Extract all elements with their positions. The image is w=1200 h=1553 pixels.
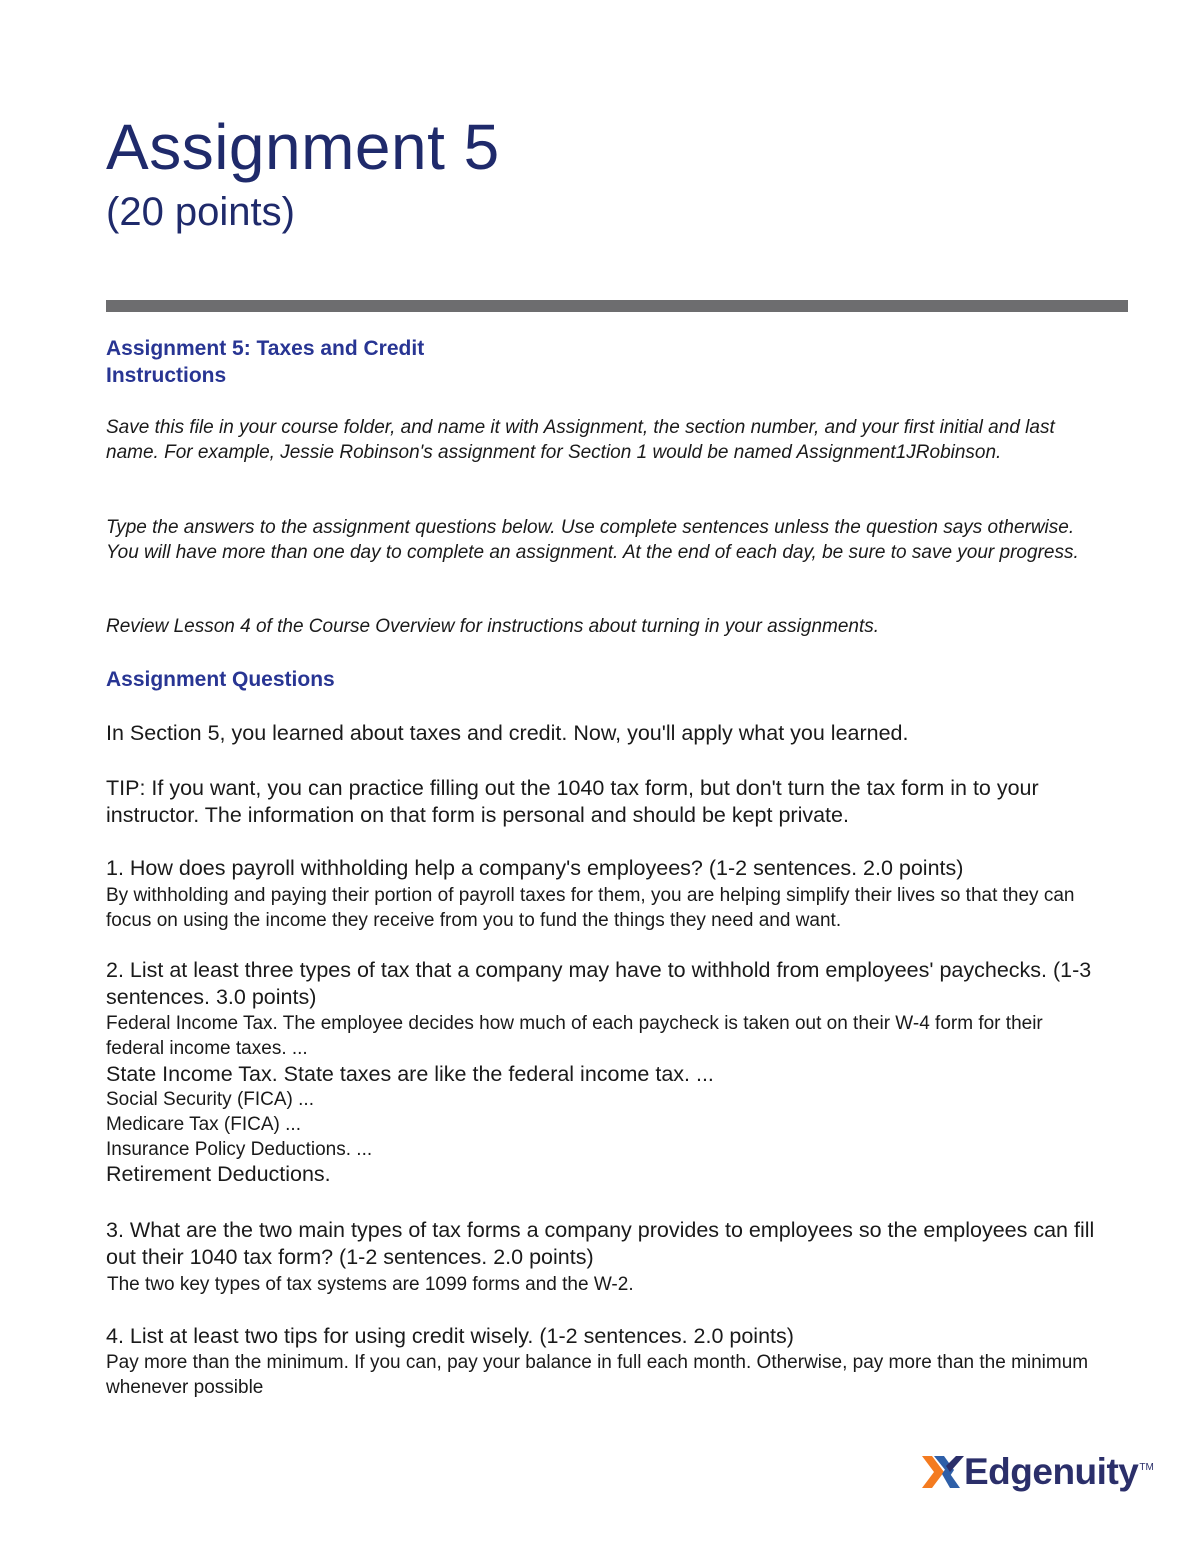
points-subtitle: (20 points) [106, 190, 295, 234]
answer-2-item: Retirement Deductions. [106, 1162, 331, 1186]
question-4: 4. List at least two tips for using credit wisely. (1-2 sentences. 2.0 points) [106, 1324, 794, 1348]
question-3: 3. What are the two main types of tax forms a company provides to employees so the employees can fill out their 1040 tax form? (1-2 sentences. 2.0 points) [106, 1218, 1095, 1269]
edgenuity-logo [920, 1448, 1154, 1496]
answer-2-item: Social Security (FICA) ... [106, 1089, 314, 1110]
intro-text: In Section 5, you learned about taxes and credit. Now, you'll apply what you learned. [106, 721, 909, 745]
tip-text: TIP: If you want, you can practice filling out the 1040 tax form, but don't turn the tax form in to your instructor. The information on that form is personal and should be kept private. [106, 776, 1039, 827]
instructions-paragraph: Review Lesson 4 of the Course Overview for instructions about turning in your assignments. [106, 616, 880, 637]
answer-2-item: Medicare Tax (FICA) ... [106, 1114, 301, 1135]
answer-3: The two key types of tax systems are 1099 forms and the W-2. [107, 1274, 634, 1295]
answer-4: Pay more than the minimum. If you can, pay your balance in full each month. Otherwise, pay more than the minimum whenever possible [106, 1352, 1089, 1398]
questions-heading: Assignment Questions [106, 668, 335, 691]
instructions-heading: Instructions [106, 364, 227, 387]
answer-1: By withholding and paying their portion of payroll taxes for them, you are helping simplify their lives so that they can focus on using the income they receive from you to fund the things they need and want. [106, 885, 1075, 931]
logo-trademark: TM [1139, 1462, 1154, 1473]
answer-2-item: Federal Income Tax. The employee decides how much of each paycheck is taken out on their W-4 form for their federal income taxes. ... [106, 1013, 1043, 1059]
question-1: 1. How does payroll withholding help a company's employees? (1-2 sentences. 2.0 points) [106, 856, 964, 880]
instructions-paragraph: Type the answers to the assignment questions below. Use complete sentences unless the question says otherwise. You will have more than one day to complete an assignment. At the end of each day, be sure to save your progress. [106, 517, 1079, 563]
answer-2-item: Insurance Policy Deductions. ... [106, 1139, 373, 1160]
document-title: Assignment 5 [106, 111, 500, 183]
section-heading: Assignment 5: Taxes and Credit [106, 337, 425, 360]
question-2: 2. List at least three types of tax that a company may have to withhold from employees' paychecks. (1-3 sentences. 3.0 points) [106, 958, 1092, 1009]
logo-text: Edgenuity [964, 1451, 1139, 1492]
answer-2-item: State Income Tax. State taxes are like the federal income tax. ... [106, 1062, 714, 1086]
instructions-paragraph: Save this file in your course folder, and name it with Assignment, the section number, and your first initial and last name. For example, Jessie Robinson's assignment for Section 1 would be named Assignment1JRobinson. [106, 417, 1055, 463]
edgenuity-x-icon [920, 1452, 966, 1492]
divider-rule [106, 300, 1128, 312]
